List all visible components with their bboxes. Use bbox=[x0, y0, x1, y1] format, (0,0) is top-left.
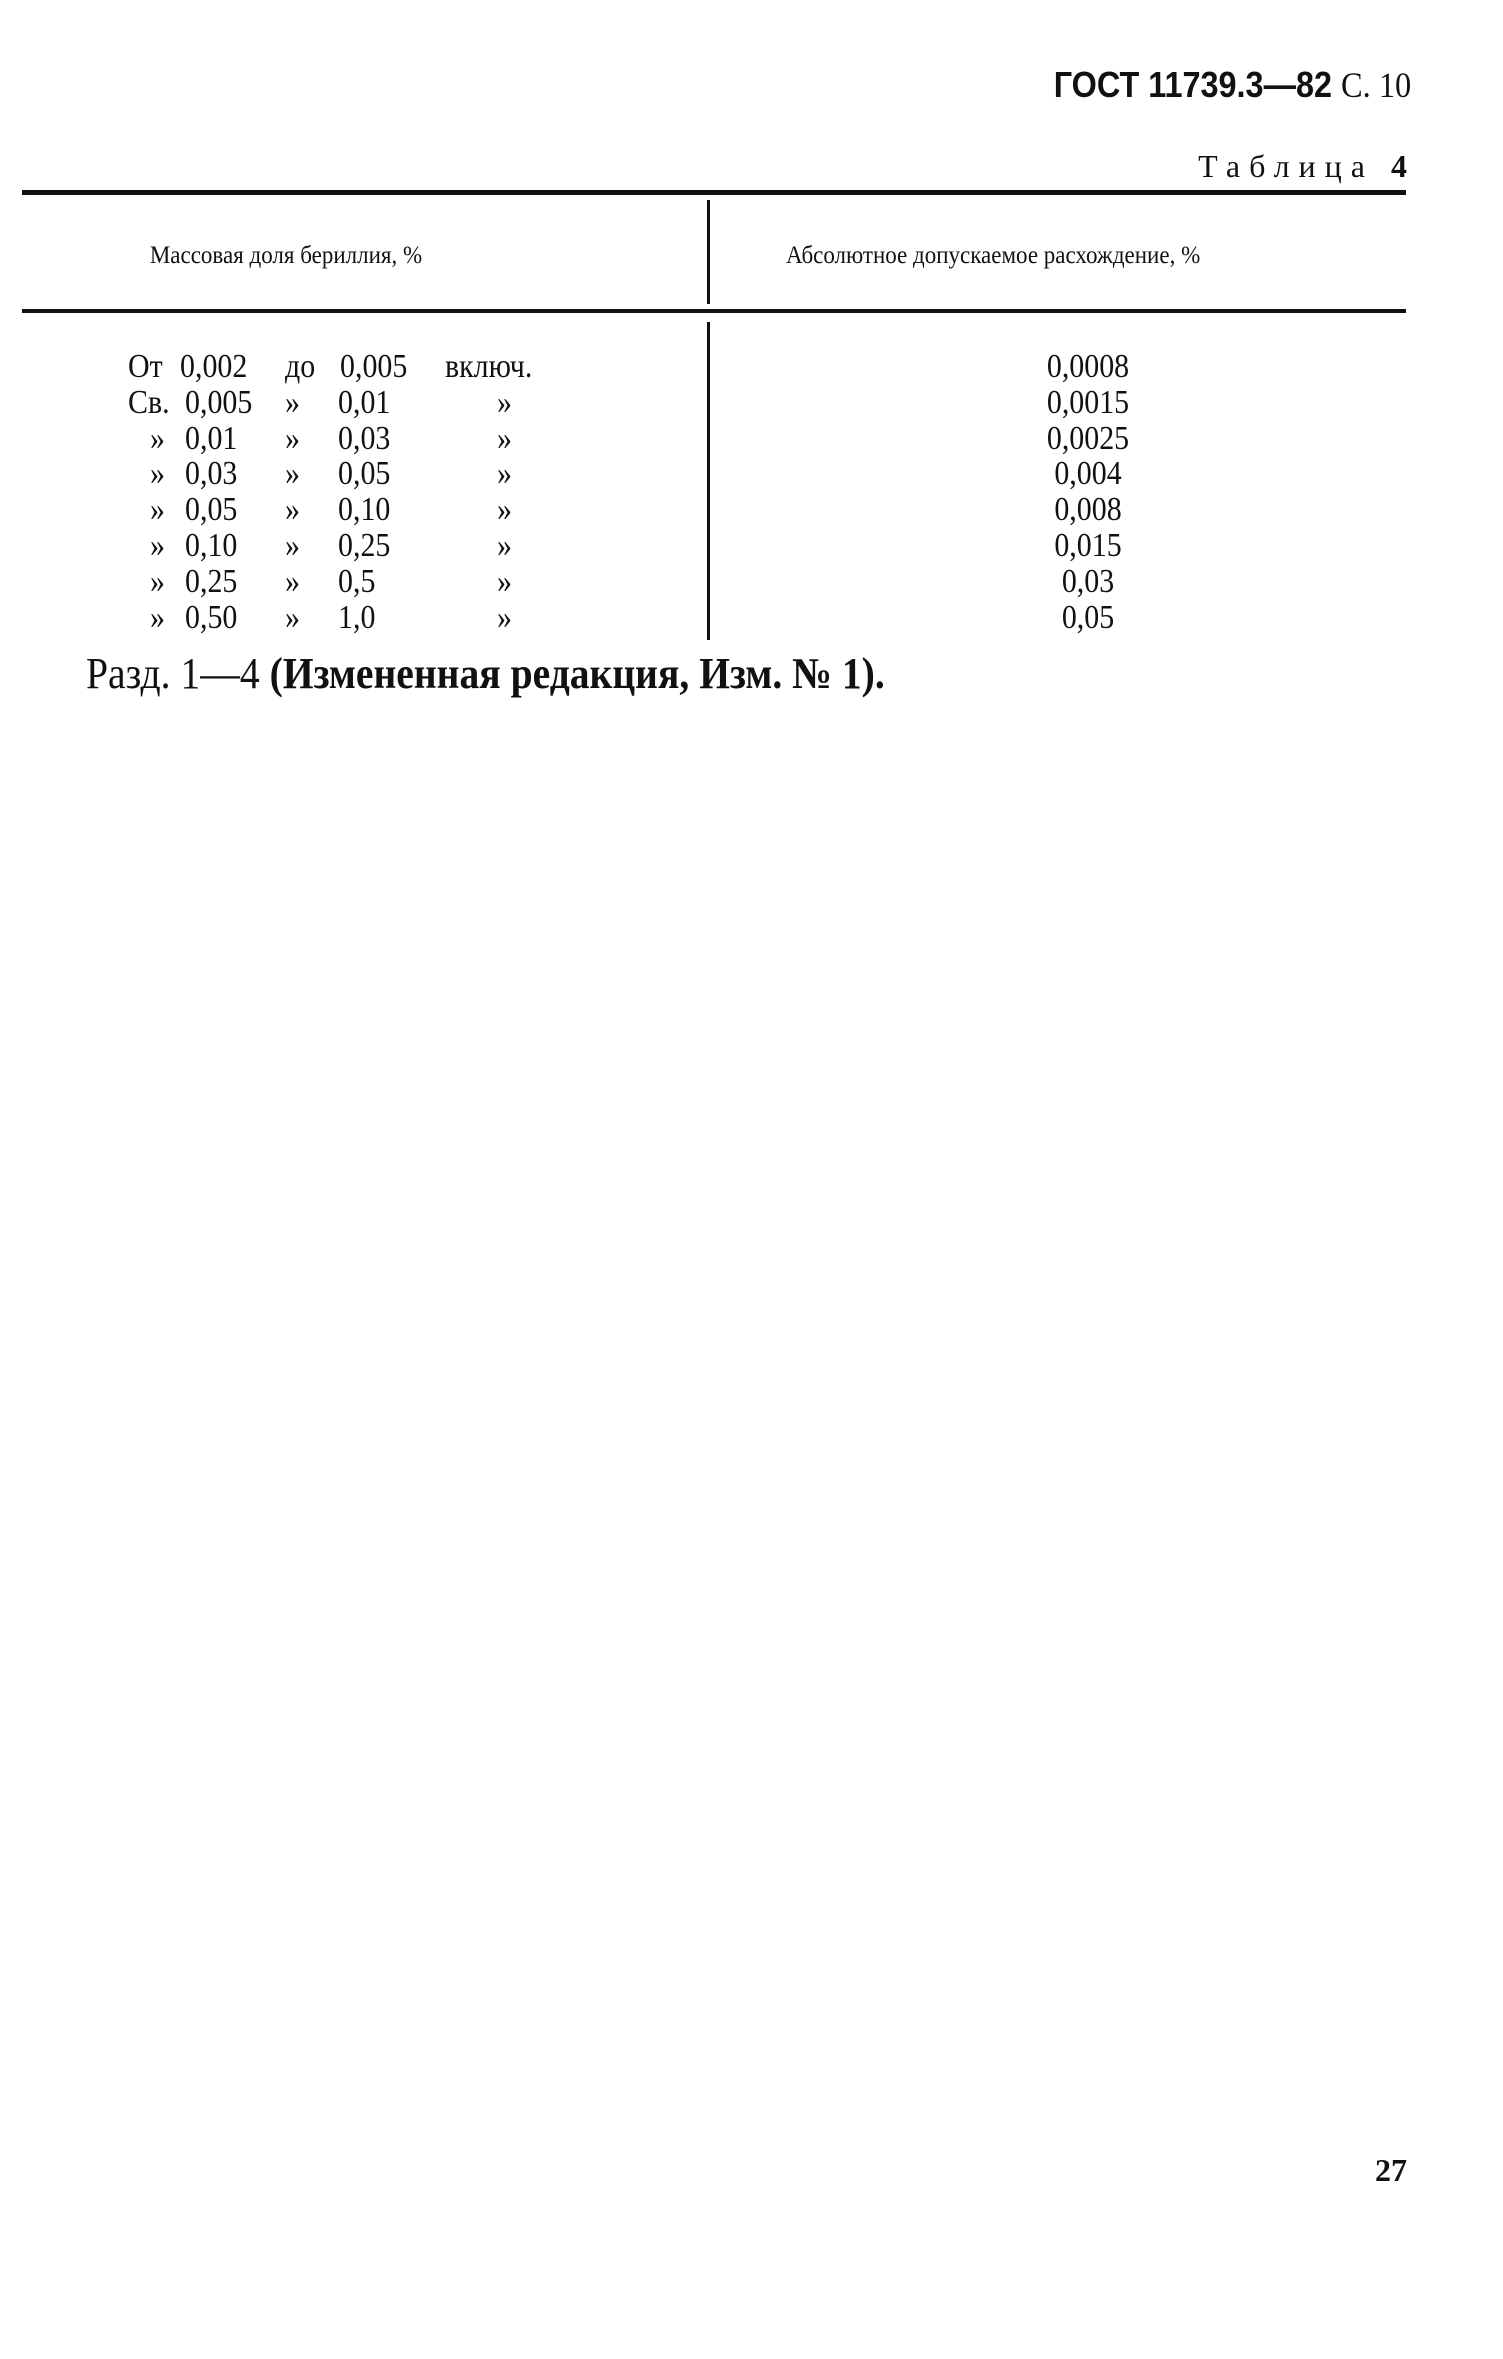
row-suffix: » bbox=[497, 419, 512, 457]
table-title-number: 4 bbox=[1391, 148, 1407, 184]
row-prefix: » bbox=[150, 491, 165, 529]
row-sep: » bbox=[285, 491, 300, 529]
row-value: 0,0008 bbox=[1046, 348, 1130, 385]
row-sep: » bbox=[285, 562, 300, 600]
row-from: 0,002 bbox=[180, 348, 248, 385]
row-value: 0,0025 bbox=[1046, 419, 1130, 457]
table-top-rule bbox=[22, 190, 1406, 195]
row-suffix: » bbox=[497, 455, 512, 493]
row-prefix: » bbox=[150, 598, 165, 636]
column-divider-body bbox=[707, 322, 710, 640]
row-sep: » bbox=[285, 419, 300, 457]
row-to: 0,5 bbox=[338, 562, 376, 600]
table-title bbox=[1198, 148, 1407, 185]
row-prefix: » bbox=[150, 455, 165, 493]
row-suffix: включ. bbox=[445, 348, 533, 385]
page-header bbox=[1053, 64, 1411, 106]
column-header-beryllium: Массовая доля бериллия, % bbox=[149, 242, 423, 269]
row-from: 0,50 bbox=[185, 598, 238, 636]
row-from: 0,01 bbox=[185, 419, 238, 457]
amendment-sections: Разд. 1—4 bbox=[86, 649, 270, 698]
row-value: 0,05 bbox=[1061, 598, 1115, 636]
row-from: 0,005 bbox=[185, 383, 253, 421]
standard-number: ГОСТ 11739.3—82 bbox=[1053, 64, 1332, 105]
row-sep: » bbox=[285, 598, 300, 636]
row-from: 0,05 bbox=[185, 491, 238, 529]
row-to: 0,10 bbox=[338, 491, 391, 529]
row-to: 0,005 bbox=[340, 348, 408, 385]
row-suffix: » bbox=[497, 491, 512, 529]
row-value: 0,0015 bbox=[1046, 383, 1130, 421]
row-to: 0,05 bbox=[338, 455, 391, 493]
row-from: 0,25 bbox=[185, 562, 238, 600]
row-suffix: » bbox=[497, 383, 512, 421]
row-sep: » bbox=[285, 455, 300, 493]
row-prefix: Св. bbox=[128, 383, 170, 421]
row-prefix: » bbox=[150, 419, 165, 457]
amendment-text: (Измененная редакция, Изм. № 1). bbox=[269, 649, 885, 698]
table-header-rule bbox=[22, 309, 1406, 313]
row-value: 0,03 bbox=[1061, 562, 1115, 600]
row-suffix: » bbox=[497, 562, 512, 600]
column-header-discrepancy: Абсолютное допускаемое расхождение, % bbox=[786, 242, 1201, 269]
row-sep: » bbox=[285, 527, 300, 564]
row-to: 1,0 bbox=[338, 598, 376, 636]
row-sep: » bbox=[285, 383, 300, 421]
page-label: С. 10 bbox=[1340, 65, 1411, 105]
row-to: 0,03 bbox=[338, 419, 391, 457]
row-prefix: » bbox=[150, 562, 165, 600]
row-to: 0,25 bbox=[338, 527, 391, 564]
row-from: 0,03 bbox=[185, 455, 238, 493]
row-suffix: » bbox=[497, 527, 512, 564]
row-value: 0,008 bbox=[1054, 491, 1122, 529]
table-title-word: Таблица bbox=[1198, 148, 1374, 184]
row-suffix: » bbox=[497, 598, 512, 636]
row-from: 0,10 bbox=[185, 527, 238, 564]
row-sep: до bbox=[285, 348, 316, 385]
column-divider-header bbox=[707, 200, 710, 304]
row-value: 0,004 bbox=[1054, 455, 1122, 493]
row-prefix: » bbox=[150, 527, 165, 564]
amendment-note bbox=[86, 648, 885, 699]
page-number: 27 bbox=[1375, 2152, 1407, 2188]
row-value: 0,015 bbox=[1054, 527, 1122, 564]
row-prefix: От bbox=[128, 348, 163, 385]
row-to: 0,01 bbox=[338, 383, 391, 421]
